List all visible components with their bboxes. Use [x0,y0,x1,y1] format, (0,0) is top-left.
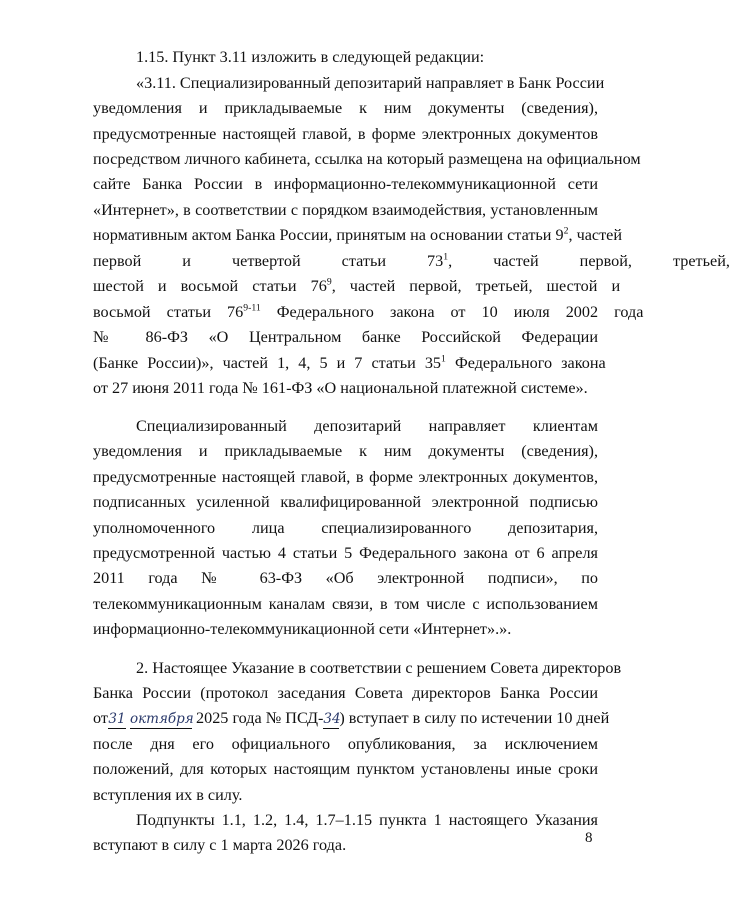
item-1-15: 1.15. Пункт 3.11 изложить в следующей редакции: [136,48,485,66]
p311-line-1: «3.11. Специализированный депозитарий направляет в Банк России [136,74,605,92]
item-2-rest: после дня его официального опубликования, за исключением положений, для которых настоящим пунктом установлены иные сроки вступления их в силу. [93,735,598,804]
p311-line-7: нормативным актом Банка России, принятым на основании статьи $9^2$, частей [93,225,622,244]
page-number: 8 [585,830,593,846]
p311-line-4: посредством личного кабинета, ссылка на который размещена на официальном [93,150,641,168]
p311-line-9: шестой и восьмой статьи $76^9$, частей первой, третьей, шестой и [93,276,621,295]
handwritten-protocol-number: 34 [323,711,341,727]
p311-line-11: № 86-ФЗ «О Центральном банке Российской Федерации [93,328,598,346]
paragraph-clients: Специализированный депозитарий направляет клиентам уведомления и прикладываемые к ним документы (сведения), предусмотренные настоящей главой, в форме электронных документов, подписанных усиленной квалифицированной электронной подписью уполномоченного лица специализированного депозитария, предусмотренной частью 4 статьи 5 Федерального закона от 6 апреля 2011 года № 63-ФЗ «Об электронной подписи», по телекоммуникационным каналам связи, в том числе с использованием информационно-телекоммуникационной сети «Интернет».». [93,417,598,639]
p311-line-8: первой и четвертой статьи $73^1$, частей первой, третьей, [93,251,730,270]
handwritten-day: 31 [108,711,126,727]
p311-line-5: сайте Банка России в информационно-телекоммуникационной сети [93,175,598,193]
item-2-line-1: 2. Настоящее Указание в соответствии с решением Совета директоров [136,659,622,677]
p311-line-10: восьмой статьи 76$^{9-11}$ Федерального закона от 10 июля 2002 года [93,302,644,321]
subitems-paragraph: Подпункты 1.1, 1.2, 1.4, 1.7–1.15 пункта 1 настоящего Указания вступают в силу с 1 марта 2026 года. [93,811,598,855]
p311-line-2: уведомления и прикладываемые к ним документы (сведения), [93,99,598,117]
handwritten-month: октября [129,711,194,727]
p311-line-13: от 27 июня 2011 года № 161-ФЗ «О национальной платежной системе». [93,379,588,397]
p311-line-3: предусмотренные настоящей главой, в форме электронных документов [93,125,598,143]
item-2-line-3: от31 октября 2025 года № ПСД-34) вступает в силу по истечении 10 дней [93,709,610,727]
p311-line-6: «Интернет», в соответствии с порядком взаимодействия, установленным [93,201,598,219]
item-2-line-2: Банка России (протокол заседания Совета директоров Банка России [93,684,598,702]
p311-line-12: (Банке России)», частей 1, 4, 5 и 7 статьи $35^1$ Федерального закона [93,353,606,372]
